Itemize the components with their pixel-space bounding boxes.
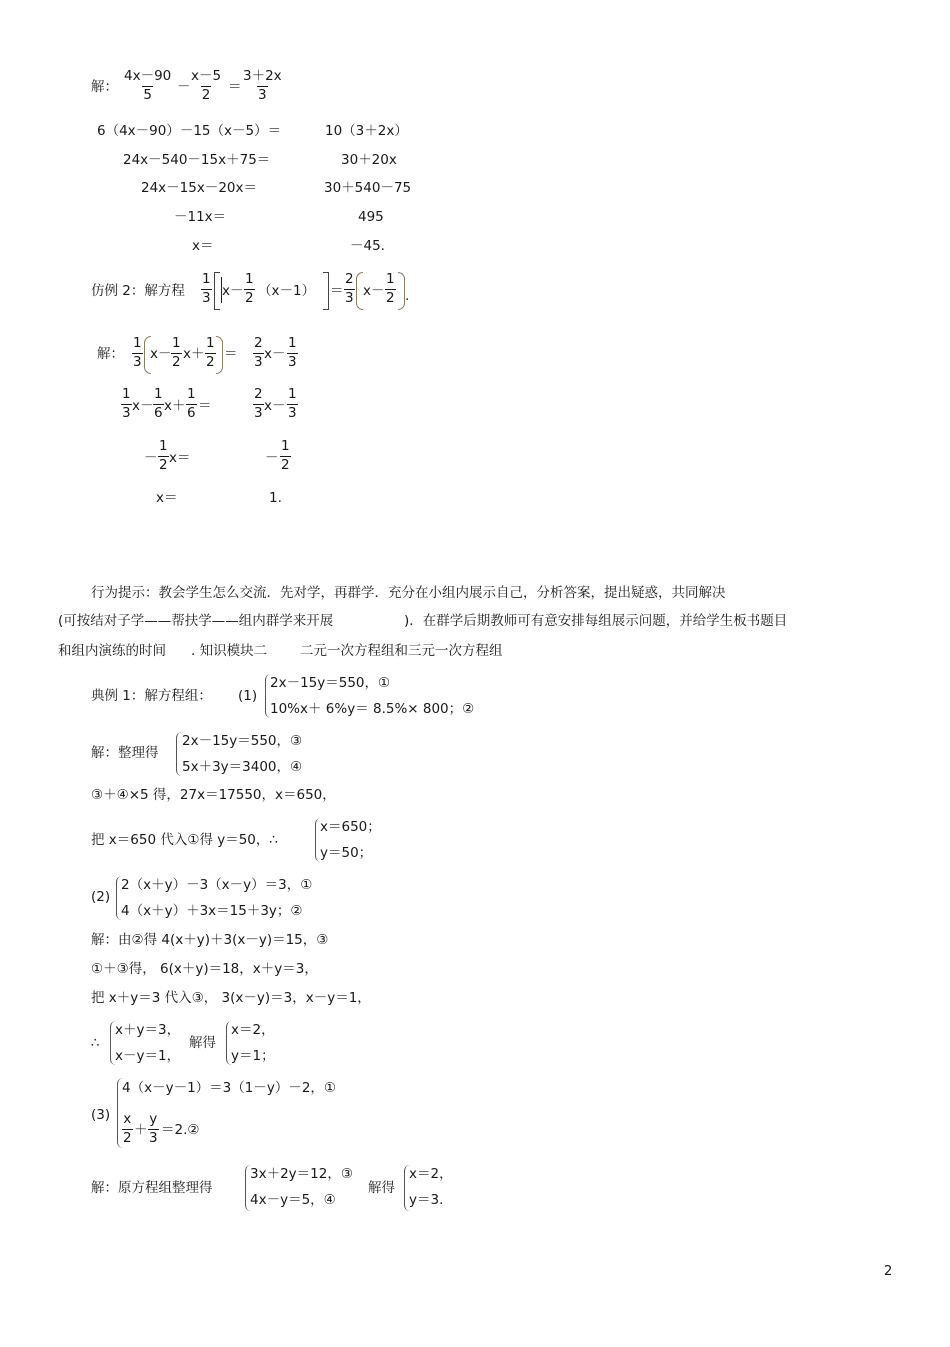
fraction: $\frac{1}{3}$ <box>122 386 131 421</box>
equals: ＝ <box>228 79 242 95</box>
math-term: x－ <box>132 398 154 414</box>
fraction: $\frac{1}{2}$ <box>172 335 181 370</box>
step-right: 30＋20x <box>341 152 397 168</box>
section-title: 二元一次方程组和三元一次方程组 <box>300 643 503 659</box>
fraction: $\frac{1}{2}$ <box>281 438 290 473</box>
fraction: $\frac{1}{2}$ <box>159 438 168 473</box>
equation: x＋y＝3， <box>115 1022 181 1038</box>
step-right: 1. <box>269 490 282 506</box>
fraction: $\frac{1}{2}$ <box>206 335 215 370</box>
answer: x＝650； <box>320 819 381 835</box>
hint-line-3a: 和组内演练的时间 <box>58 643 166 659</box>
fraction: $\frac{2}{3}$ <box>254 335 263 370</box>
answer: x＝2， <box>409 1166 453 1182</box>
equation: x－y＝1， <box>115 1048 181 1064</box>
left-paren <box>356 272 363 310</box>
fraction: $\frac{2}{3}$ <box>254 386 263 421</box>
answer: y＝50； <box>320 845 373 861</box>
fraction: $\frac{x-5}{2}$ <box>191 68 222 103</box>
math-term: － <box>144 450 158 466</box>
fraction: $\frac{1}{3}$ <box>202 271 211 306</box>
fraction: $\frac{1}{3}$ <box>288 335 297 370</box>
equation: 2（x＋y）－3（x－y）＝3，① <box>121 877 313 893</box>
math-term: x－ <box>222 283 244 299</box>
fraction: $\frac{1}{3}$ <box>288 386 297 421</box>
step-right: 30＋540－75 <box>324 180 412 196</box>
equation: 10%x＋ 6%y＝ 8.5%× 800；② <box>270 701 475 717</box>
solve-label: 解得 <box>189 1035 216 1051</box>
section-heading: . 知识模块二 <box>191 643 268 659</box>
right-paren <box>216 336 223 374</box>
problem-number: (2) <box>91 889 111 905</box>
example-label: 典例 1：解方程组： <box>91 688 212 704</box>
hint-line-2a: (可按结对子学——帮扶学——组内群学来开展 <box>58 613 334 629</box>
operator: － <box>177 79 191 95</box>
step-left: －11x＝ <box>174 209 227 225</box>
problem-number: (1) <box>238 688 258 704</box>
solution-label: 解：整理得 <box>91 745 159 761</box>
equation: 2x－15y＝550，③ <box>182 733 303 749</box>
equals: ＝ <box>198 398 212 414</box>
right-bracket <box>323 272 329 310</box>
equation: ＝2.② <box>161 1122 200 1138</box>
step-right: 495 <box>358 209 384 225</box>
solution-step: ①＋③得， 6(x＋y)＝18，x＋y＝3， <box>91 961 318 977</box>
math-term: x＋ <box>183 346 205 362</box>
page-number: 2 <box>884 1264 893 1279</box>
problem-number: (3) <box>91 1107 111 1123</box>
solve-label: 解得 <box>368 1180 395 1196</box>
step-left: 24x－540－15x＋75＝ <box>123 152 271 168</box>
step-right: 10（3＋2x） <box>325 123 408 139</box>
fraction: $\frac{4x-90}{5}$ <box>124 68 172 103</box>
step-right: －45. <box>350 238 385 254</box>
step-left: x＝ <box>192 238 214 254</box>
math-term: x－ <box>264 398 286 414</box>
solution-step: 解：由②得 4(x＋y)＋3(x－y)＝15，③ <box>91 932 329 948</box>
equals: ＝ <box>224 346 238 362</box>
therefore-symbol: ∴ <box>91 1035 100 1051</box>
equation: 4x－y＝5，④ <box>250 1192 336 1208</box>
fraction: $\frac{3+2x}{3}$ <box>243 68 282 103</box>
fraction: $\frac{2}{3}$ <box>345 271 354 306</box>
math-term: x＋ <box>164 398 186 414</box>
math-term: － <box>265 450 279 466</box>
period: . <box>405 288 410 304</box>
fraction: $\frac{1}{2}$ <box>245 271 254 306</box>
answer: x＝2， <box>231 1022 275 1038</box>
fraction: $\frac{1}{3}$ <box>133 335 142 370</box>
math-term: x－ <box>150 346 172 362</box>
equation: 5x＋3y＝3400，④ <box>182 759 303 775</box>
operator: ＋ <box>134 1122 148 1138</box>
fraction: $\frac{y}{3}$ <box>149 1111 158 1146</box>
equals: ＝ <box>330 283 344 299</box>
step-left: 24x－15x－20x＝ <box>141 180 258 196</box>
math-term: x－ <box>363 283 385 299</box>
fraction: $\frac{1}{6}$ <box>187 386 196 421</box>
answer: y＝3. <box>409 1192 444 1208</box>
solution-label: 解：原方程组整理得 <box>91 1180 213 1196</box>
left-bracket <box>214 272 220 310</box>
step-left: 6（4x－90）－15（x－5）＝ <box>97 123 282 139</box>
step-left: x＝ <box>156 490 178 506</box>
fraction: $\frac{1}{2}$ <box>386 271 395 306</box>
equation: 4（x－y－1）＝3（1－y）－2，① <box>122 1080 337 1096</box>
equation: 2x－15y＝550，① <box>270 675 391 691</box>
solution-step: 把 x＋y＝3 代入③， 3(x－y)＝3，x－y＝1， <box>91 990 371 1006</box>
math-term: x＝ <box>169 450 191 466</box>
math-term: x－ <box>264 346 286 362</box>
solution-step: ③＋④×5 得，27x＝17550，x＝650， <box>91 787 336 803</box>
hint-line-1: 行为提示：教会学生怎么交流．先对学，再群学．充分在小组内展示自己，分析答案，提出疑惑，共同解决 <box>91 585 726 601</box>
fraction: $\frac{x}{2}$ <box>123 1111 132 1146</box>
hint-line-2b: )．在群学后期教师可有意安排每组展示问题，并给学生板书题目 <box>404 613 788 629</box>
equation: 3x＋2y＝12，③ <box>250 1166 353 1182</box>
answer: y＝1； <box>231 1048 275 1064</box>
example-label: 仿例 2：解方程 <box>91 283 185 299</box>
solution-label: 解： <box>97 346 124 362</box>
solution-label: 解： <box>91 79 118 95</box>
solution-step: 把 x＝650 代入①得 y＝50，∴ <box>91 832 278 848</box>
math-term: （x－1） <box>258 283 316 299</box>
right-paren <box>398 272 405 310</box>
fraction: $\frac{1}{6}$ <box>154 386 163 421</box>
equation: 4（x＋y）＋3x＝15＋3y；② <box>121 903 303 919</box>
